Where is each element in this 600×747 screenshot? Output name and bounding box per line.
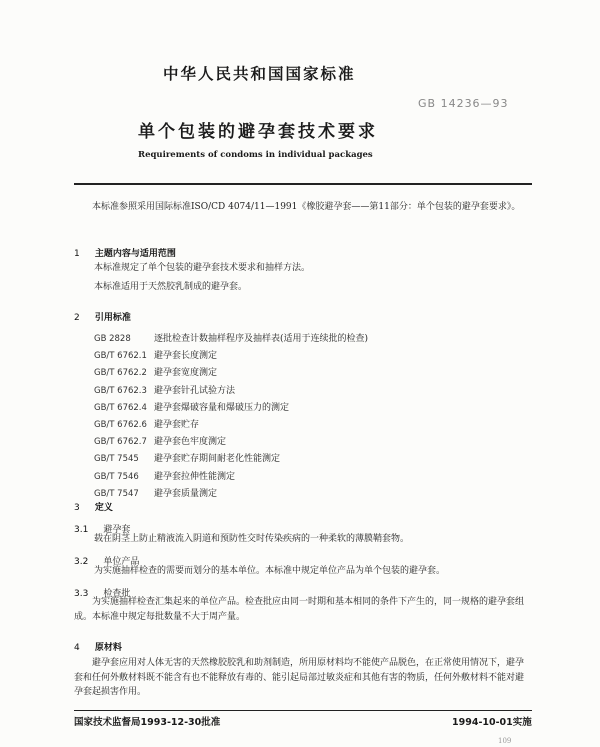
section-number: 1 (74, 249, 80, 259)
approval-date: 国家技术监督局1993-12-30批准 (74, 717, 221, 728)
definition-term: 检查批 (103, 589, 131, 599)
bottom-rule (74, 710, 532, 711)
definition-3-3-text: 为实施抽样检查汇集起来的单位产品。检查批应由同一时期和基本相同的条件下产生的，同一规格的避孕套组成。本标准中规定每批数量不大于周产量。 (74, 597, 525, 622)
definition-number: 3.3 (74, 589, 89, 599)
reference-name: 避孕套针孔试验方法 (154, 385, 236, 396)
reference-name: 避孕套爆破容量和爆破压力的测定 (154, 402, 290, 413)
document-title: 单个包装的避孕套技术要求 (138, 122, 378, 142)
reference-item (94, 343, 368, 360)
section-1-paragraph-1: 本标准规定了单个包装的避孕套技术要求和抽样方法。 (94, 263, 311, 273)
reference-code: GB/T 6762.1 (94, 351, 147, 362)
section-3-heading (74, 495, 113, 514)
definition-number: 3.2 (74, 557, 89, 567)
reference-name: 避孕套拉伸性能测定 (154, 471, 236, 482)
implementation-date: 1994-10-01实施 (452, 717, 532, 728)
reference-code: GB/T 6762.3 (94, 385, 147, 396)
section-title: 引用标准 (94, 313, 131, 323)
section-4-paragraph: 避孕套应用对人体无害的天然橡胶胶乳和助剂制造，所用原材料均不能使产品脱色，在正常使用情况下，避孕套和任何外敷材料既不能含有也不能释放有毒的、能引起局部过敏炎症和其他有害的物质，任何外敷材料不能对避孕套起损害作用。 (74, 658, 525, 697)
country-standard-title: 中华人民共和国国家标准 (163, 65, 356, 83)
reference-code: GB/T 6762.6 (94, 419, 147, 430)
page-number: 109 (498, 737, 512, 745)
reference-item (94, 395, 368, 412)
reference-item (94, 378, 368, 395)
section-1-heading (74, 241, 176, 260)
section-title: 原材料 (94, 643, 122, 653)
reference-item (94, 446, 368, 463)
reference-code: GB/T 7545 (94, 454, 139, 465)
reference-code: GB 2828 (94, 334, 131, 344)
section-title: 主题内容与适用范围 (94, 249, 176, 259)
definition-number: 3.1 (74, 525, 89, 535)
definition-3-2-text: 为实施抽样检查的需要而划分的基本单位。本标准中规定单位产品为单个包装的避孕套。 (94, 566, 446, 576)
top-rule (74, 183, 532, 185)
section-title: 定义 (94, 503, 113, 513)
reference-name: 逐批检查计数抽样程序及抽样表(适用于连续批的检查) (154, 334, 369, 344)
reference-code: GB/T 6762.2 (94, 368, 147, 379)
reference-item (94, 412, 368, 429)
reference-name: 避孕套贮存 (154, 419, 200, 430)
reference-code: GB/T 7547 (94, 488, 139, 499)
reference-name: 避孕套质量测定 (154, 488, 218, 499)
section-2-heading (74, 305, 131, 324)
definition-term: 避孕套 (103, 525, 131, 535)
standard-number: GB 14236—93 (418, 97, 509, 110)
section-number: 3 (74, 503, 80, 513)
reference-name: 避孕套贮存期间耐老化性能测定 (154, 454, 281, 465)
section-number: 4 (74, 643, 80, 653)
reference-item (94, 481, 368, 498)
section-1-paragraph-2: 本标准适用于天然胶乳制成的避孕套。 (94, 282, 248, 292)
reference-name: 避孕套宽度测定 (154, 368, 218, 379)
reference-item (94, 326, 368, 343)
reference-list (94, 326, 368, 498)
reference-name: 避孕套长度测定 (154, 351, 218, 362)
reference-name: 避孕套色牢度测定 (154, 437, 227, 448)
reference-item (94, 464, 368, 481)
reference-item (94, 360, 368, 377)
reference-code: GB/T 7546 (94, 471, 139, 482)
english-title: Requirements of condoms in individual packages (138, 150, 373, 160)
intro-paragraph: 本标准参照采用国际标准ISO/CD 4074/11—1991《橡胶避孕套——第11部分：单个包装的避孕套要求》。 (92, 202, 521, 212)
reference-code: GB/T 6762.4 (94, 402, 147, 413)
definition-3-1-text: 载在阴茎上防止精液流入阴道和预防性交时传染疾病的一种柔软的薄膜鞘套物。 (94, 534, 410, 544)
section-4-heading (74, 635, 122, 654)
reference-item (94, 429, 368, 446)
definition-term: 单位产品 (103, 557, 140, 567)
reference-code: GB/T 6762.7 (94, 437, 147, 448)
section-number: 2 (74, 313, 80, 323)
